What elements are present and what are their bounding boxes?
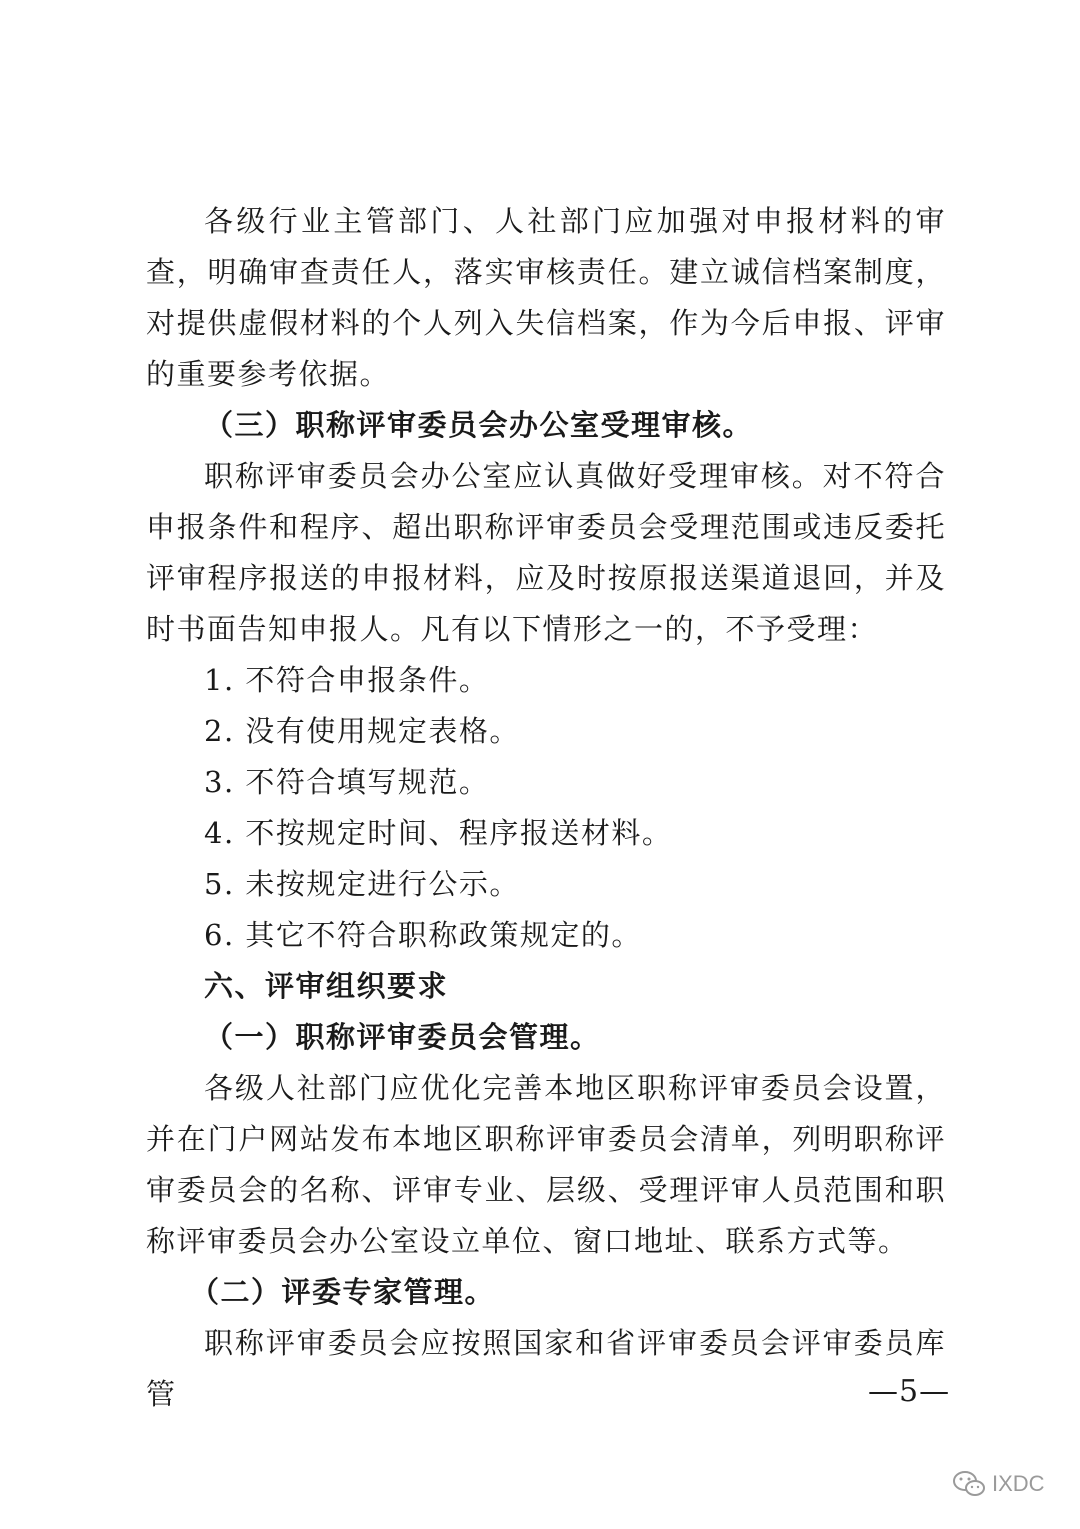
watermark bbox=[952, 1470, 1045, 1498]
list-item: 1. 不符合申报条件。 bbox=[204, 663, 490, 697]
section-heading: （二）评委专家管理。 bbox=[190, 1275, 496, 1309]
list-item: 6. 其它不符合职称政策规定的。 bbox=[204, 918, 642, 952]
paragraph: 职称评审委员会办公室应认真做好受理审核。对不符合申报条件和程序、超出职称评审委员会受理范围或违反委托评审程序报送的申报材料，应及时按原报送渠道退回，并及时书面告知申报人。凡有以下情形之一的，不予受理： bbox=[146, 459, 946, 646]
page-number: —5— bbox=[868, 1374, 951, 1409]
list-item: 4. 不按规定时间、程序报送材料。 bbox=[204, 816, 673, 850]
wechat-icon bbox=[952, 1470, 986, 1498]
section-heading: （三）职称评审委员会办公室受理审核。 bbox=[204, 408, 754, 442]
watermark-label: IXDC bbox=[992, 1471, 1045, 1496]
paragraph: 各级行业主管部门、人社部门应加强对申报材料的审查，明确审查责任人，落实审核责任。建立诚信档案制度，对提供虚假材料的个人列入失信档案，作为今后申报、评审的重要参考依据。 bbox=[146, 204, 946, 391]
list-item: 2. 没有使用规定表格。 bbox=[204, 714, 520, 748]
list-item: 3. 不符合填写规范。 bbox=[204, 765, 490, 799]
chapter-heading: 六、评审组织要求 bbox=[204, 969, 449, 1003]
paragraph: 各级人社部门应优化完善本地区职称评审委员会设置，并在门户网站发布本地区职称评审委员会清单，列明职称评审委员会的名称、评审专业、层级、受理评审人员范围和职称评审委员会办公室设立单位、窗口地址、联系方式等。 bbox=[146, 1071, 946, 1258]
document-body bbox=[146, 196, 946, 1420]
list-item: 5. 未按规定进行公示。 bbox=[204, 867, 520, 901]
paragraph: 职称评审委员会应按照国家和省评审委员会评审委员库管 bbox=[146, 1326, 946, 1411]
section-heading: （一）职称评审委员会管理。 bbox=[204, 1020, 601, 1054]
